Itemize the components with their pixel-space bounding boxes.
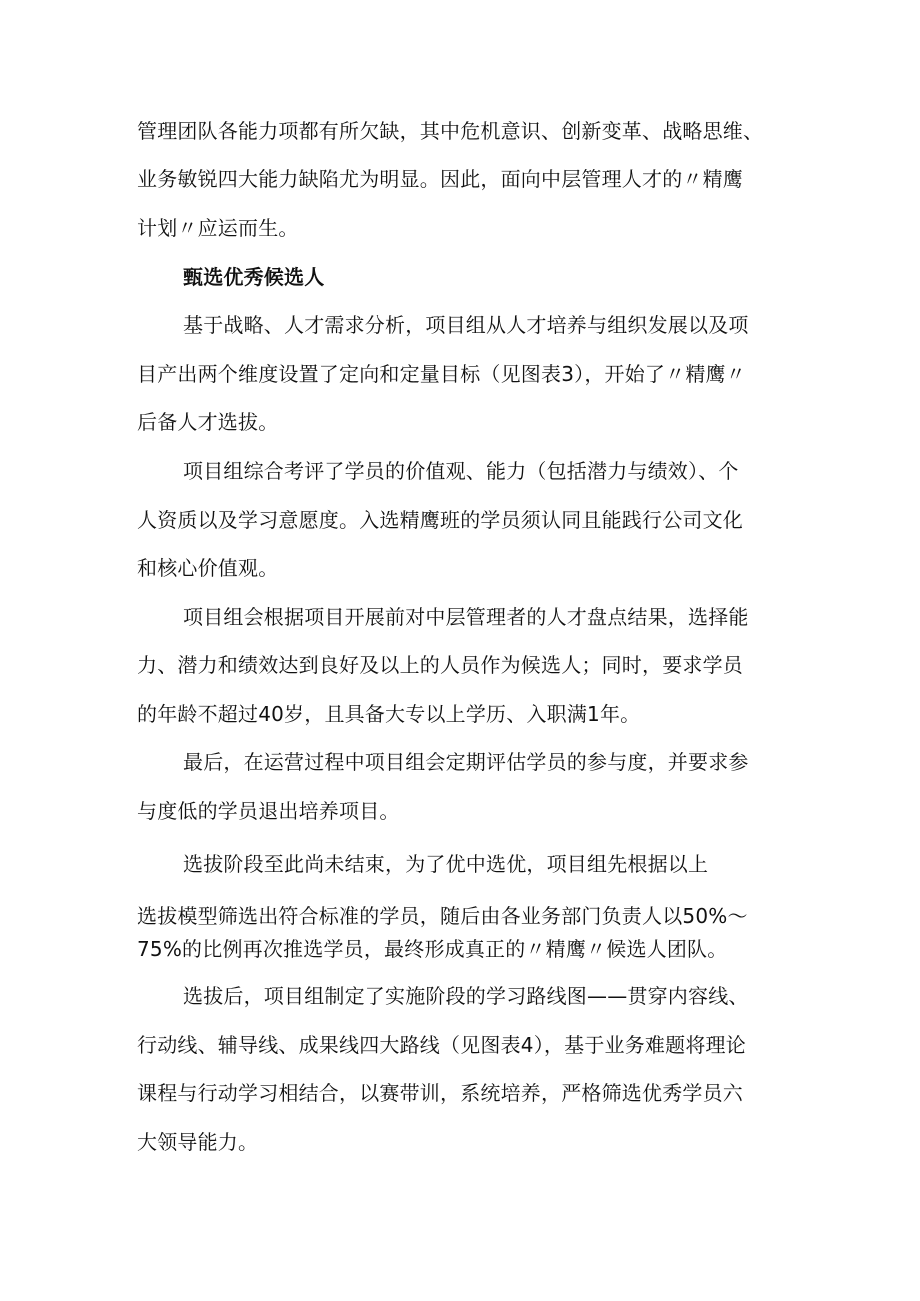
paragraph-3-line-3: 的年龄不超过40岁，且具备大专以上学历、入职满1年。 [137, 702, 641, 726]
paragraph-5-line-2: 选拔模型筛选出符合标准的学员，随后由各业务部门负责人以50%～ [137, 904, 748, 928]
paragraph-2-line-1: 项目组综合考评了学员的价值观、能力（包括潜力与绩效）、个 [183, 459, 739, 483]
paragraph-6-line-3: 课程与行动学习相结合，以赛带训，系统培养，严格筛选优秀学员六 [137, 1081, 743, 1105]
paragraph-6-line-1: 选拔后，项目组制定了实施阶段的学习路线图——贯穿内容线、 [183, 984, 749, 1008]
paragraph-6-line-2: 行动线、辅导线、成果线四大路线（见图表4），基于业务难题将理论 [137, 1033, 746, 1057]
paragraph-6-line-4: 大领导能力。 [137, 1130, 259, 1154]
paragraph-3-line-2: 力、潜力和绩效达到良好及以上的人员作为候选人；同时，要求学员 [137, 653, 743, 677]
paragraph-2-line-3: 和核心价值观。 [137, 556, 279, 580]
paragraph-4-line-1: 最后，在运营过程中项目组会定期评估学员的参与度，并要求参 [183, 750, 749, 774]
section-heading: 甄选优秀候选人 [183, 265, 325, 289]
paragraph-5-line-1: 选拔阶段至此尚未结束，为了优中选优，项目组先根据以上 [183, 852, 709, 876]
paragraph-3-line-1: 项目组会根据项目开展前对中层管理者的人才盘点结果，选择能 [183, 605, 749, 629]
paragraph-1-line-3: 后备人才选拔。 [137, 410, 279, 434]
paragraph-4-line-2: 与度低的学员退出培养项目。 [137, 799, 400, 823]
paragraph-1-line-2: 目产出两个维度设置了定向和定量目标（见图表3），开始了〃精鹰〃 [137, 362, 746, 386]
intro-line-2: 业务敏锐四大能力缺陷尤为明显。因此，面向中层管理人才的〃精鹰 [137, 167, 743, 191]
intro-line-3: 计划〃应运而生。 [137, 216, 299, 240]
paragraph-2-line-2: 人资质以及学习意愿度。入选精鹰班的学员须认同且能践行公司文化 [137, 508, 743, 532]
intro-line-1: 管理团队各能力项都有所欠缺，其中危机意识、创新变革、战略思维、 [137, 119, 764, 143]
paragraph-1-line-1: 基于战略、人才需求分析，项目组从人才培养与组织发展以及项 [183, 313, 749, 337]
paragraph-5-line-3: 75%的比例再次推选学员，最终形成真正的〃精鹰〃候选人团队。 [137, 937, 728, 961]
